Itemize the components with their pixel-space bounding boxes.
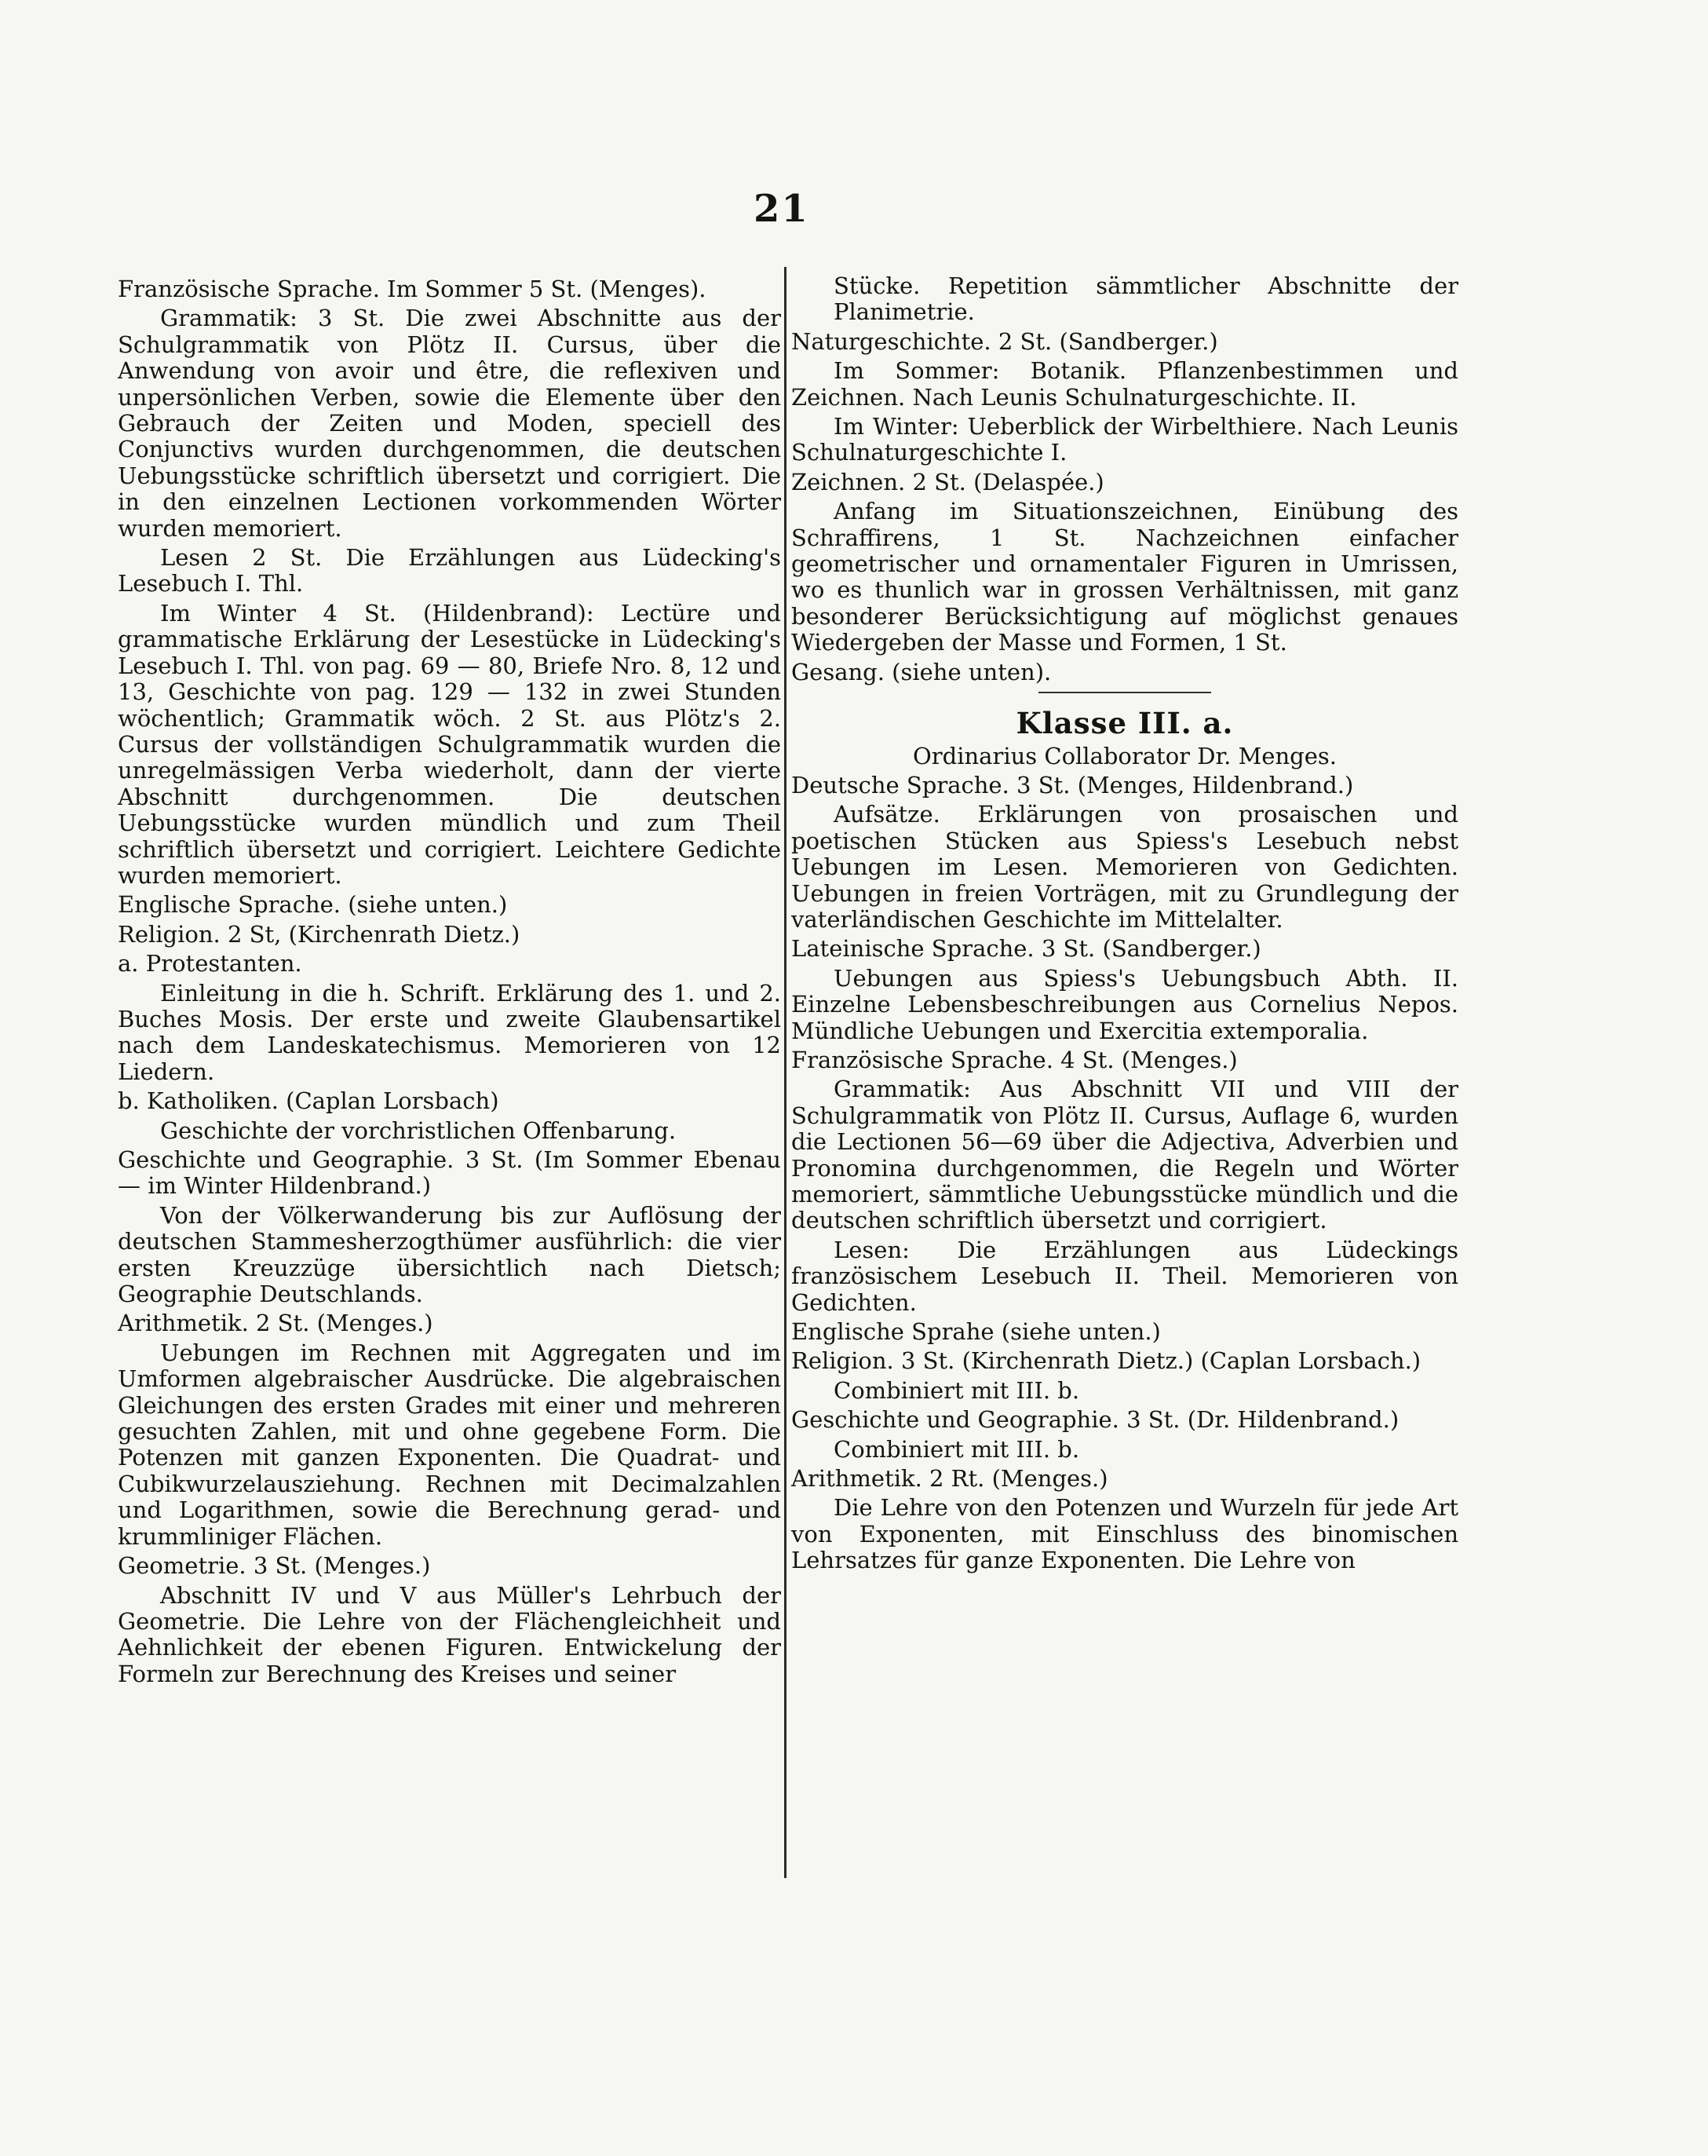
right-column [791, 273, 1458, 1577]
paragraph: Lesen 2 St. Die Erzählungen aus Lüdecking's Lesebuch I. Thl. [118, 544, 781, 597]
paragraph: Aufsätze. Erklärungen von prosaischen und poetischen Stücken aus Spiess's Lesebuch nebst Uebungen im Lesen. Memorieren von Gedichten. Uebungen in freien Vorträgen, mit zu Grundlegung der vaterländischen Geschichte im Mittelalter. [791, 801, 1458, 933]
paragraph: Grammatik: 3 St. Die zwei Abschnitte aus der Schulgrammatik von Plötz II. Cursus, über die Anwendung von avoir und être, die reflexiven und unpersönlichen Verben, sowie die Elemente über den Gebrauch der Zeiten und Moden, speciell des Conjunctivs wurden durchgenommen, die deutschen Uebungsstücke schriftlich übersetzt und corrigiert. Die in den einzelnen Lectionen vorkommenden Wörter wurden memoriert. [118, 305, 781, 542]
subject-heading: Geometrie. 3 St. (Menges.) [118, 1552, 431, 1580]
subject-heading: Religion. 2 St, (Kirchenrath Dietz.) [118, 920, 520, 948]
subject-heading: Englische Sprahe (siehe unten.) [791, 1318, 1161, 1346]
subject-heading: Zeichnen. 2 St. (Delaspée.) [791, 468, 1104, 495]
paragraph: Im Winter: Ueberblick der Wirbelthiere. Nach Leunis Schulnaturgeschichte I. [791, 413, 1458, 466]
class-teacher-line: Ordinarius Collaborator Dr. Menges. [913, 742, 1337, 769]
paragraph: Grammatik: Aus Abschnitt VII und VIII der Schulgrammatik von Plötz II. Cursus, Auflage 6, wurden die Lectionen 56—69 über die Adjectiva, Adverbien und Pronomina durchgenommen, die Regeln und Wörter memoriert, sämmtliche Uebungsstücke mündlich und die deutschen schriftlich übersetzt und corrigiert. [791, 1076, 1458, 1234]
subject-heading: Geschichte und Geographie. 3 St. (Im Sommer Ebenau — im Winter Hildenbrand.) [118, 1146, 781, 1200]
left-column [118, 273, 781, 1690]
paragraph: Combiniert mit III. b. [834, 1435, 1080, 1463]
section-divider [1038, 692, 1211, 693]
paragraph: Im Winter 4 St. (Hildenbrand): Lectüre und grammatische Erklärung der Lesestücke in Lüdecking's Lesebuch I. Thl. von pag. 69 — 80, Briefe Nro. 8, 12 und 13, Geschichte von pag. 129 — 132 in zwei Stunden wöchentlich; Grammatik wöch. 2 St. aus Plötz's 2. Cursus der vollständigen Schulgrammatik wurden die unregelmässigen Verba wiederholt, dann der vierte Abschnitt durchgenommen. Die deutschen Uebungsstücke wurden mündlich und zum Theil schriftlich übersetzt und corrigiert. Leichtere Gedichte wurden memoriert. [118, 599, 781, 889]
class-heading: Klasse III. a. [1016, 706, 1234, 741]
subject-heading: Lateinische Sprache. 3 St. (Sandberger.) [791, 935, 1261, 963]
subject-heading: Geschichte und Geographie. 3 St. (Dr. Hildenbrand.) [791, 1406, 1400, 1434]
subject-heading: Französische Sprache. Im Sommer 5 St. (Menges). [118, 276, 706, 302]
paragraph: Im Sommer: Botanik. Pflanzenbestimmen und Zeichnen. Nach Leunis Schulnaturgeschichte. II. [791, 357, 1458, 411]
page-number: 21 [754, 187, 809, 231]
paragraph: Lesen: Die Erzählungen aus Lüdeckings französischem Lesebuch II. Theil. Memorieren von Gedichten. [791, 1236, 1458, 1316]
paragraph: Uebungen aus Spiess's Uebungsbuch Abth. II. Einzelne Lebensbeschreibungen aus Cornelius Nepos. Mündliche Uebungen und Exercitia extemporalia. [791, 964, 1458, 1044]
subject-heading: Deutsche Sprache. 3 St. (Menges, Hildenbrand.) [791, 771, 1354, 798]
paragraph: Geschichte der vorchristlichen Offenbarung. [160, 1116, 677, 1144]
subject-heading: a. Protestanten. [118, 950, 302, 978]
paragraph: Von der Völkerwanderung bis zur Auflösung der deutschen Stammesherzogthümer ausführlich: die vier ersten Kreuzzüge übersichtlich nach Dietsch; Geographie Deutschlands. [118, 1201, 781, 1308]
subject-heading: Religion. 3 St. (Kirchenrath Dietz.) (Caplan Lorsbach.) [791, 1347, 1422, 1375]
paragraph: Die Lehre von den Potenzen und Wurzeln für jede Art von Exponenten, mit Einschluss des binomischen Lehrsatzes für ganze Exponenten. Die Lehre von [791, 1494, 1458, 1574]
paragraph: Einleitung in die h. Schrift. Erklärung des 1. und 2. Buches Mosis. Der erste und zweite Glaubensartikel nach dem Landeskatechismus. Memorieren von 12 Liedern. [118, 979, 781, 1085]
paragraph: Anfang im Situationszeichnen, Einübung des Schraffirens, 1 St. Nachzeichnen einfacher geometrischer und ornamentaler Figuren in Umrissen, wo es thunlich war in grossen Verhältnissen, mit ganz besonderer Berücksichtigung auf möglichst genaues Wiedergeben der Masse und Formen, 1 St. [791, 498, 1458, 656]
subject-heading: Arithmetik. 2 Rt. (Menges.) [791, 1465, 1108, 1493]
subject-heading: b. Katholiken. (Caplan Lorsbach) [118, 1087, 499, 1115]
subject-heading: Französische Sprache. 4 St. (Menges.) [791, 1046, 1238, 1073]
paragraph: Uebungen im Rechnen mit Aggregaten und im Umformen algebraischer Ausdrücke. Die algebraischen Gleichungen des ersten Grades mit einer und mehreren gesuchten Zahlen, mit und ohne gegebene Form. Die Potenzen mit ganzen Exponenten. Die Quadrat- und Cubikwurzelausziehung. Rechnen mit Decimalzahlen und Logarithmen, sowie die Berechnung gerad- und krummliniger Flächen. [118, 1339, 781, 1550]
column-divider [784, 267, 786, 1878]
subject-heading: Englische Sprache. (siehe unten.) [118, 891, 508, 919]
paragraph: Combiniert mit III. b. [834, 1376, 1080, 1404]
paragraph: Stücke. Repetition sämmtlicher Abschnitte der Planimetrie. [834, 272, 1458, 326]
subject-heading: Gesang. (siehe unten). [791, 658, 1052, 685]
subject-heading: Naturgeschichte. 2 St. (Sandberger.) [791, 327, 1218, 355]
subject-heading: Arithmetik. 2 St. (Menges.) [118, 1310, 433, 1337]
paragraph: Abschnitt IV und V aus Müller's Lehrbuch der Geometrie. Die Lehre von der Flächengleichheit und Aehnlichkeit der ebenen Figuren. Entwickelung der Formeln zur Berechnung des Kreises und seiner [118, 1581, 781, 1687]
